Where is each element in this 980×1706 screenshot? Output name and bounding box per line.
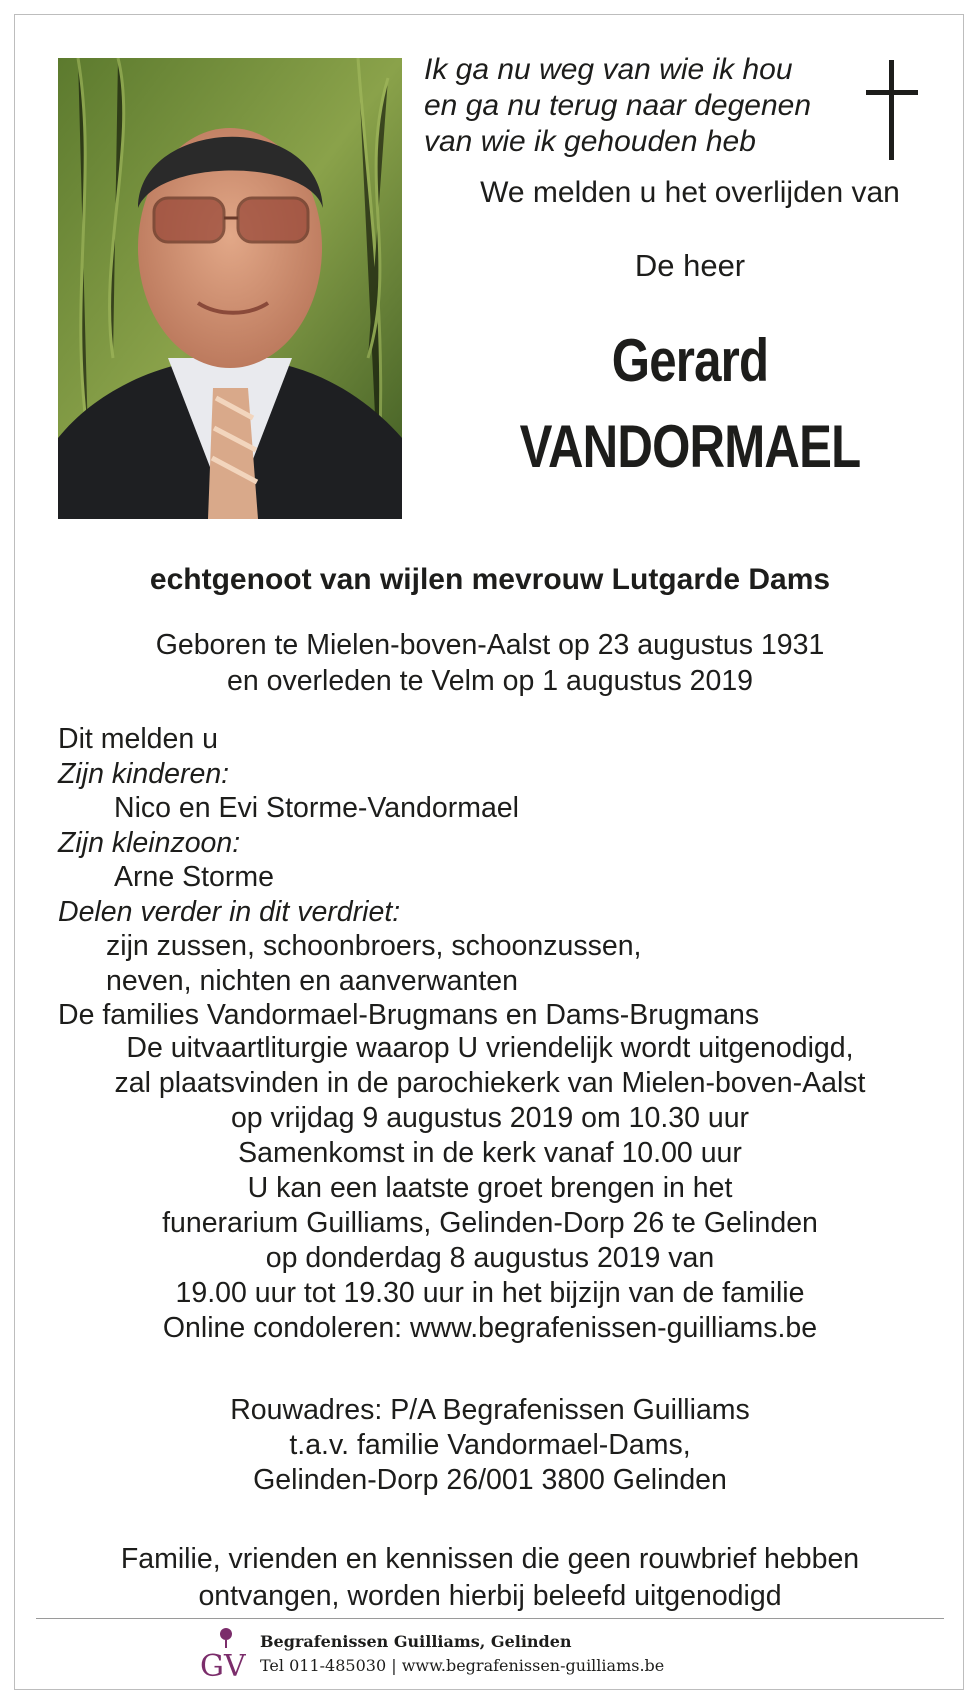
- funeral-line: U kan een laatste groet brengen in het: [247, 1172, 733, 1204]
- poem-line-2: en ga nu terug naar degenen: [424, 89, 811, 122]
- address-line: t.a.v. familie Vandormael-Dams,: [289, 1429, 691, 1461]
- birth-death-info: [0, 627, 980, 699]
- address-line: Rouwadres: P/A Begrafenissen Guilliams: [230, 1394, 750, 1426]
- company-contact: Tel 011-485030 | www.begrafenissen-guilliams.be: [260, 1656, 665, 1675]
- logo-monogram: GV: [200, 1649, 246, 1684]
- family-list: [58, 722, 759, 1033]
- funeral-line: De uitvaartliturgie waarop U vriendelijk wordt uitgenodigd,: [126, 1032, 854, 1064]
- deceased-first-name: Gerard: [611, 327, 769, 394]
- funeral-line: op vrijdag 9 augustus 2019 om 10.30 uur: [230, 1102, 750, 1134]
- footer-info: [260, 1630, 664, 1678]
- funeral-details: [0, 1031, 980, 1346]
- closing-line: Familie, vrienden en kennissen die geen rouwbrief hebben: [120, 1543, 860, 1575]
- funeral-home-logo: [196, 1626, 246, 1686]
- grandson-name: Arne Storme: [114, 861, 274, 893]
- company-name: Begrafenissen Guilliams, Gelinden: [260, 1632, 572, 1651]
- others-label: Delen verder in dit verdriet:: [58, 895, 401, 928]
- mourning-address: [0, 1393, 980, 1498]
- funeral-line: funerarium Guilliams, Gelinden-Dorp 26 te Gelinden: [162, 1207, 818, 1239]
- birth-line: Geboren te Mielen-boven-Aalst op 23 augustus 1931: [155, 629, 825, 661]
- poem: [424, 52, 811, 160]
- portrait-photo: [58, 58, 402, 519]
- announcement-line: We melden u het overlijden van: [480, 176, 900, 209]
- spouse-line: echtgenoot van wijlen mevrouw Lutgarde Dams: [149, 563, 831, 596]
- others-line-1: zijn zussen, schoonbroers, schoonzussen,: [106, 930, 642, 962]
- poem-line-3: van wie ik gehouden heb: [424, 125, 756, 158]
- funeral-line: op donderdag 8 augustus 2019 van: [265, 1242, 715, 1274]
- families-line: De families Vandormael-Brugmans en Dams-Brugmans: [58, 999, 760, 1031]
- funeral-line: zal plaatsvinden in de parochiekerk van Mielen-boven-Aalst: [114, 1067, 866, 1099]
- children-label: Zijn kinderen:: [58, 757, 230, 790]
- cross-icon: [862, 60, 922, 160]
- funeral-line: Samenkomst in de kerk vanaf 10.00 uur: [238, 1137, 742, 1169]
- footer-divider: [36, 1618, 944, 1619]
- closing-line: ontvangen, worden hierbij beleefd uitgenodigd: [198, 1580, 782, 1612]
- family-intro: Dit melden u: [58, 723, 218, 755]
- condolence-line: Online condoleren: www.begrafenissen-guilliams.be: [162, 1312, 818, 1344]
- funeral-line: 19.00 uur tot 19.30 uur in het bijzijn van de familie: [175, 1277, 805, 1309]
- death-line: en overleden te Velm op 1 augustus 2019: [226, 665, 754, 697]
- children-names: Nico en Evi Storme-Vandormael: [114, 792, 519, 824]
- others-line-2: neven, nichten en aanverwanten: [106, 964, 518, 997]
- grandson-label: Zijn kleinzoon:: [58, 826, 241, 859]
- closing-note: [0, 1541, 980, 1615]
- deceased-last-name: VANDORMAEL: [519, 413, 861, 480]
- poem-line-1: Ik ga nu weg van wie ik hou: [424, 53, 793, 86]
- honorific: De heer: [634, 248, 746, 283]
- address-line: Gelinden-Dorp 26/001 3800 Gelinden: [253, 1464, 727, 1496]
